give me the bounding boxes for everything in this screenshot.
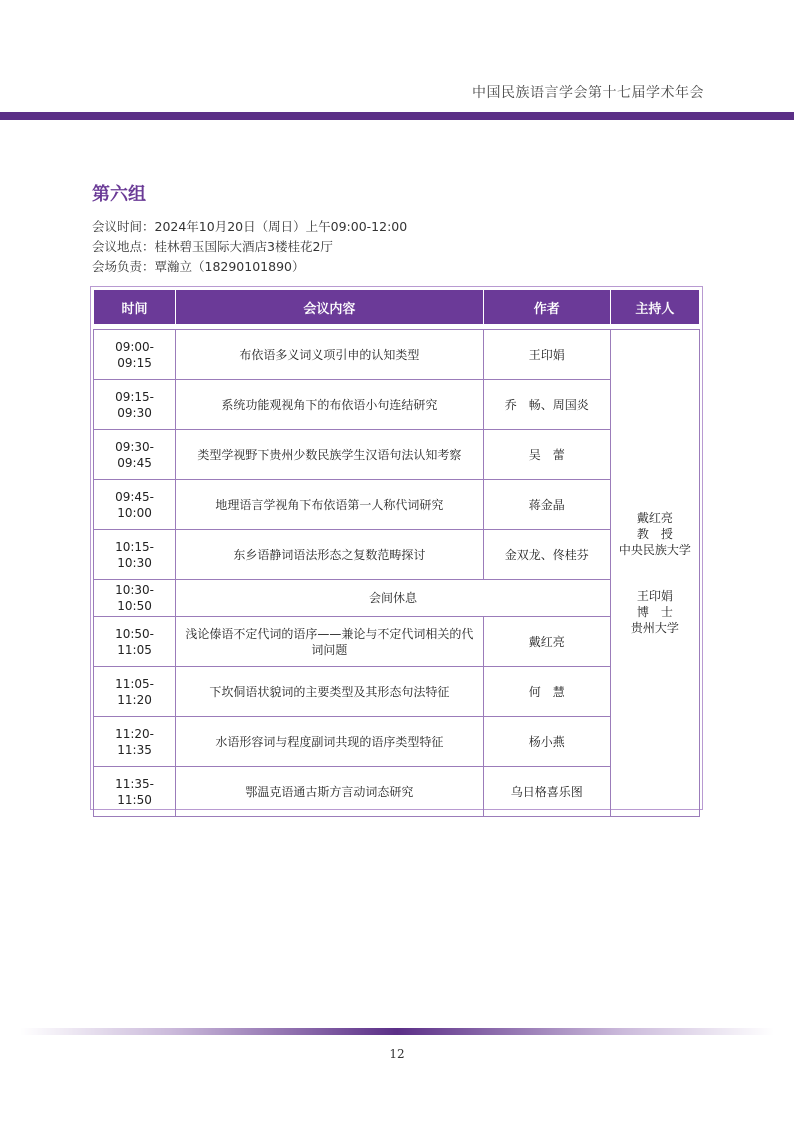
- row-content: 地理语言学视角下布依语第一人称代词研究: [176, 480, 484, 530]
- table-row: [94, 667, 700, 717]
- row-author: 乌日格喜乐图: [483, 767, 610, 817]
- row-author: 王印娟: [483, 330, 610, 380]
- row-author: 乔 畅、周国炎: [483, 380, 610, 430]
- row-author: 金双龙、佟桂芬: [483, 530, 610, 580]
- row-time: 11:20-11:35: [94, 717, 176, 767]
- host-2-org: 贵州大学: [630, 621, 679, 635]
- row-content: 下坎侗语状貌词的主要类型及其形态句法特征: [176, 667, 484, 717]
- table-row: [94, 767, 700, 817]
- header-host: 主持人: [610, 290, 699, 325]
- table-row: [94, 380, 700, 430]
- meeting-contact: 会场负责：覃瀚立（18290101890）: [92, 259, 305, 274]
- table-row: [94, 430, 700, 480]
- row-content: 系统功能观视角下的布依语小句连结研究: [176, 380, 484, 430]
- header-divider: [0, 112, 794, 120]
- row-time: 09:15-09:30: [94, 380, 176, 430]
- row-content: 鄂温克语通古斯方言动词态研究: [176, 767, 484, 817]
- host-cell: [610, 330, 699, 817]
- row-author: 戴红亮: [483, 617, 610, 667]
- row-author: 吴 蕾: [483, 430, 610, 480]
- row-content: 浅论傣语不定代词的语序——兼论与不定代词相关的代词问题: [176, 617, 484, 667]
- table-header-row: [94, 290, 700, 325]
- table-row: [94, 717, 700, 767]
- row-author: 何 慧: [483, 667, 610, 717]
- host-2-title: 博 士: [636, 605, 673, 619]
- row-author: 蒋金晶: [483, 480, 610, 530]
- page-number: 12: [389, 1047, 405, 1061]
- header-author: 作者: [483, 290, 610, 325]
- table-row: [94, 617, 700, 667]
- header-time: 时间: [94, 290, 176, 325]
- row-author: 杨小燕: [483, 717, 610, 767]
- row-content: 水语形容词与程度副词共现的语序类型特征: [176, 717, 484, 767]
- row-time: 11:05-11:20: [94, 667, 176, 717]
- table-row-break: [94, 580, 700, 617]
- row-time: 10:15-10:30: [94, 530, 176, 580]
- host-1-title: 教 授: [636, 527, 673, 541]
- row-content: 会间休息: [176, 580, 611, 617]
- host-2-name: 王印娟: [636, 589, 673, 603]
- table-row: [94, 480, 700, 530]
- meeting-location: 会议地点：桂林碧玉国际大酒店3楼桂花2厅: [92, 239, 333, 254]
- table-row: [94, 530, 700, 580]
- row-time: 11:35-11:50: [94, 767, 176, 817]
- header-title: 中国民族语言学会第十七届学术年会: [472, 85, 704, 101]
- host-1-name: 戴红亮: [636, 511, 673, 525]
- meeting-time: 会议时间：2024年10月20日（周日）上午09:00-12:00: [92, 219, 408, 234]
- row-time: 10:50-11:05: [94, 617, 176, 667]
- group-title: 第六组: [92, 184, 146, 205]
- row-time: 09:45-10:00: [94, 480, 176, 530]
- row-content: 布依语多义词义项引申的认知类型: [176, 330, 484, 380]
- host-1-org: 中央民族大学: [618, 543, 691, 557]
- row-time: 10:30-10:50: [94, 580, 176, 617]
- header-content: 会议内容: [176, 290, 484, 325]
- row-time: 09:00-09:15: [94, 330, 176, 380]
- schedule-table: [90, 286, 703, 810]
- footer-divider: [20, 1028, 774, 1035]
- row-content: 类型学视野下贵州少数民族学生汉语句法认知考察: [176, 430, 484, 480]
- row-content: 东乡语静词语法形态之复数范畴探讨: [176, 530, 484, 580]
- row-time: 09:30-09:45: [94, 430, 176, 480]
- table-row: [94, 330, 700, 380]
